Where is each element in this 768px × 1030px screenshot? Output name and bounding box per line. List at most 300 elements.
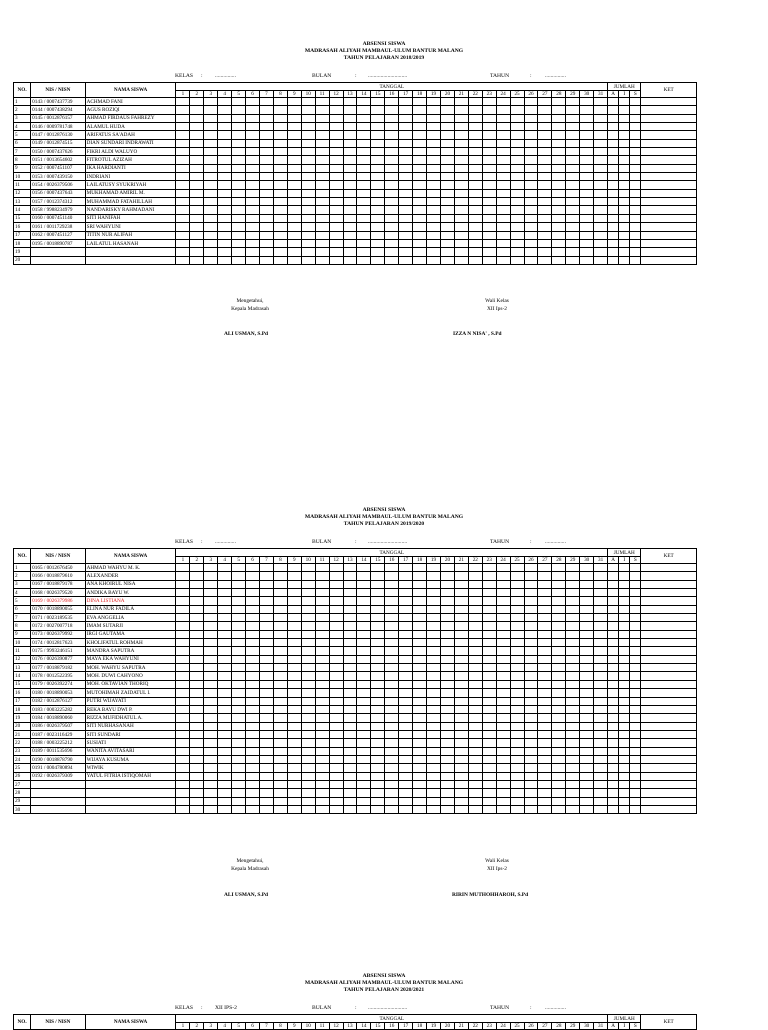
total-cell bbox=[630, 148, 641, 156]
attendance-cell bbox=[440, 664, 454, 672]
attendance-cell bbox=[427, 173, 441, 181]
attendance-cell bbox=[580, 597, 594, 605]
attendance-cell bbox=[566, 214, 580, 222]
attendance-cell bbox=[190, 605, 204, 613]
attendance-cell bbox=[482, 689, 496, 697]
attendance-cell bbox=[538, 223, 552, 231]
attendance-cell bbox=[218, 248, 232, 256]
attendance-cell bbox=[218, 705, 232, 713]
attendance-cell bbox=[329, 248, 343, 256]
attendance-cell bbox=[357, 739, 371, 747]
attendance-cell bbox=[315, 730, 329, 738]
student-name: WIJAYA KUSUMA bbox=[85, 755, 176, 763]
attendance-cell bbox=[204, 664, 218, 672]
attendance-cell bbox=[385, 123, 399, 131]
attendance-cell bbox=[246, 755, 260, 763]
attendance-cell bbox=[385, 780, 399, 788]
attendance-cell bbox=[440, 214, 454, 222]
attendance-cell bbox=[273, 639, 287, 647]
attendance-cell bbox=[427, 223, 441, 231]
day-number: 6 bbox=[246, 1023, 260, 1030]
attendance-cell bbox=[566, 622, 580, 630]
attendance-cell bbox=[357, 714, 371, 722]
total-cell bbox=[630, 797, 641, 805]
attendance-cell bbox=[440, 139, 454, 147]
attendance-cell bbox=[232, 589, 246, 597]
row-number: 17 bbox=[14, 697, 31, 705]
attendance-cell bbox=[232, 173, 246, 181]
attendance-cell bbox=[218, 164, 232, 172]
attendance-cell bbox=[260, 780, 274, 788]
day-number: 5 bbox=[232, 91, 246, 98]
attendance-cell bbox=[329, 239, 343, 247]
attendance-cell bbox=[315, 597, 329, 605]
attendance-cell bbox=[301, 772, 315, 780]
student-row bbox=[14, 680, 697, 688]
attendance-cell bbox=[385, 148, 399, 156]
attendance-cell bbox=[538, 647, 552, 655]
attendance-cell bbox=[524, 131, 538, 139]
day-number: 22 bbox=[468, 1023, 482, 1030]
student-nis: 0188 / 0003225212 bbox=[31, 739, 85, 747]
attendance-cell bbox=[232, 630, 246, 638]
attendance-cell bbox=[510, 705, 524, 713]
student-nis: 0191 / 0004780894 bbox=[31, 764, 85, 772]
student-name: MOH. WAHYU SAPUTRA bbox=[85, 664, 176, 672]
attendance-cell bbox=[524, 589, 538, 597]
attendance-cell bbox=[538, 747, 552, 755]
student-nis: 0166 / 0018879610 bbox=[31, 572, 85, 580]
notes-cell bbox=[641, 98, 697, 106]
attendance-cell bbox=[552, 564, 566, 572]
attendance-cell bbox=[273, 764, 287, 772]
attendance-cell bbox=[204, 181, 218, 189]
attendance-cell bbox=[580, 139, 594, 147]
day-number: 29 bbox=[566, 91, 580, 98]
attendance-cell bbox=[315, 164, 329, 172]
attendance-cell bbox=[329, 797, 343, 805]
doc-title: ABSENSI SISWA bbox=[362, 507, 406, 513]
student-name: NANDARISKY RAHMADANI bbox=[85, 206, 176, 214]
attendance-cell bbox=[594, 672, 608, 680]
col-name-header: NAMA SISWA bbox=[85, 549, 176, 564]
attendance-cell bbox=[176, 114, 190, 122]
attendance-cell bbox=[260, 680, 274, 688]
attendance-cell bbox=[371, 755, 385, 763]
mengetahui-text: Mengetahui, bbox=[236, 298, 264, 304]
day-number: 31 bbox=[594, 91, 608, 98]
attendance-cell bbox=[427, 805, 441, 813]
attendance-cell bbox=[273, 173, 287, 181]
total-cell bbox=[608, 689, 619, 697]
student-nis: 0183 / 0003225282 bbox=[31, 705, 85, 713]
attendance-cell bbox=[329, 639, 343, 647]
attendance-cell bbox=[482, 164, 496, 172]
attendance-cell bbox=[371, 730, 385, 738]
attendance-cell bbox=[301, 697, 315, 705]
attendance-cell bbox=[176, 655, 190, 663]
attendance-cell bbox=[232, 181, 246, 189]
attendance-cell bbox=[329, 739, 343, 747]
attendance-cell bbox=[246, 223, 260, 231]
header-row bbox=[14, 549, 697, 557]
attendance-cell bbox=[260, 214, 274, 222]
attendance-cell bbox=[413, 181, 427, 189]
attendance-cell bbox=[287, 639, 301, 647]
day-number: 23 bbox=[482, 91, 496, 98]
attendance-cell bbox=[594, 164, 608, 172]
attendance-cell bbox=[246, 739, 260, 747]
total-cell bbox=[608, 597, 619, 605]
attendance-cell bbox=[440, 564, 454, 572]
row-number: 13 bbox=[14, 198, 31, 206]
attendance-cell bbox=[232, 106, 246, 114]
total-cell bbox=[630, 789, 641, 797]
total-cell bbox=[608, 614, 619, 622]
notes-cell bbox=[641, 181, 697, 189]
attendance-cell bbox=[566, 131, 580, 139]
attendance-cell bbox=[315, 805, 329, 813]
attendance-cell bbox=[218, 772, 232, 780]
student-nis: 0150 / 0007437626 bbox=[31, 148, 85, 156]
notes-cell bbox=[641, 123, 697, 131]
attendance-cell bbox=[524, 697, 538, 705]
attendance-cell bbox=[427, 106, 441, 114]
attendance-cell bbox=[496, 697, 510, 705]
attendance-cell bbox=[468, 739, 482, 747]
attendance-cell bbox=[413, 248, 427, 256]
attendance-cell bbox=[232, 672, 246, 680]
attendance-cell bbox=[580, 239, 594, 247]
attendance-cell bbox=[343, 622, 357, 630]
attendance-cell bbox=[287, 206, 301, 214]
student-name: MANDRA SAPUTRA bbox=[85, 647, 176, 655]
attendance-cell bbox=[538, 248, 552, 256]
total-cell bbox=[630, 181, 641, 189]
attendance-cell bbox=[287, 664, 301, 672]
total-cell bbox=[630, 705, 641, 713]
attendance-cell bbox=[260, 564, 274, 572]
student-row bbox=[14, 705, 697, 713]
attendance-cell bbox=[357, 156, 371, 164]
attendance-cell bbox=[454, 780, 468, 788]
day-number: 26 bbox=[524, 557, 538, 564]
attendance-cell bbox=[371, 672, 385, 680]
attendance-cell bbox=[413, 722, 427, 730]
attendance-cell bbox=[580, 114, 594, 122]
attendance-cell bbox=[454, 747, 468, 755]
attendance-cell bbox=[273, 181, 287, 189]
attendance-cell bbox=[496, 173, 510, 181]
attendance-cell bbox=[413, 789, 427, 797]
attendance-cell bbox=[287, 198, 301, 206]
attendance-cell bbox=[371, 248, 385, 256]
day-number: 19 bbox=[427, 1023, 441, 1030]
attendance-cell bbox=[468, 123, 482, 131]
notes-cell bbox=[641, 697, 697, 705]
attendance-cell bbox=[454, 156, 468, 164]
attendance-cell bbox=[454, 739, 468, 747]
attendance-cell bbox=[594, 589, 608, 597]
attendance-cell bbox=[260, 764, 274, 772]
attendance-cell bbox=[482, 580, 496, 588]
attendance-cell bbox=[385, 797, 399, 805]
attendance-cell bbox=[566, 164, 580, 172]
attendance-cell bbox=[454, 173, 468, 181]
attendance-cell bbox=[301, 597, 315, 605]
attendance-cell bbox=[315, 605, 329, 613]
attendance-cell bbox=[190, 597, 204, 605]
attendance-cell bbox=[371, 173, 385, 181]
notes-cell bbox=[641, 614, 697, 622]
notes-cell bbox=[641, 214, 697, 222]
student-nis: 0144 / 0007438294 bbox=[31, 106, 85, 114]
attendance-cell bbox=[566, 231, 580, 239]
attendance-cell bbox=[524, 156, 538, 164]
attendance-cell bbox=[566, 173, 580, 181]
attendance-cell bbox=[343, 747, 357, 755]
attendance-cell bbox=[427, 181, 441, 189]
attendance-cell bbox=[538, 722, 552, 730]
attendance-cell bbox=[524, 189, 538, 197]
attendance-cell bbox=[538, 639, 552, 647]
student-nis bbox=[31, 805, 85, 813]
attendance-cell bbox=[343, 680, 357, 688]
attendance-cell bbox=[552, 181, 566, 189]
attendance-cell bbox=[482, 214, 496, 222]
attendance-cell bbox=[594, 214, 608, 222]
attendance-cell bbox=[260, 231, 274, 239]
attendance-cell bbox=[440, 131, 454, 139]
day-number: 3 bbox=[204, 91, 218, 98]
total-cell bbox=[608, 747, 619, 755]
attendance-cell bbox=[371, 605, 385, 613]
student-nis bbox=[31, 789, 85, 797]
attendance-cell bbox=[260, 164, 274, 172]
attendance-cell bbox=[510, 622, 524, 630]
total-cell bbox=[608, 647, 619, 655]
attendance-cell bbox=[594, 714, 608, 722]
attendance-cell bbox=[315, 739, 329, 747]
row-number: 13 bbox=[14, 664, 31, 672]
total-cell bbox=[619, 139, 630, 147]
attendance-cell bbox=[566, 722, 580, 730]
attendance-cell bbox=[538, 739, 552, 747]
total-cell bbox=[608, 772, 619, 780]
attendance-cell bbox=[190, 722, 204, 730]
student-row bbox=[14, 164, 697, 172]
attendance-cell bbox=[260, 256, 274, 264]
total-cell bbox=[608, 181, 619, 189]
total-cell bbox=[608, 106, 619, 114]
attendance-cell bbox=[427, 730, 441, 738]
attendance-cell bbox=[580, 639, 594, 647]
attendance-cell bbox=[482, 630, 496, 638]
attendance-cell bbox=[538, 123, 552, 131]
attendance-cell bbox=[552, 739, 566, 747]
attendance-cell bbox=[510, 680, 524, 688]
attendance-cell bbox=[232, 597, 246, 605]
attendance-cell bbox=[357, 672, 371, 680]
attendance-cell bbox=[454, 697, 468, 705]
attendance-cell bbox=[218, 156, 232, 164]
attendance-cell bbox=[190, 664, 204, 672]
total-cell bbox=[608, 797, 619, 805]
attendance-cell bbox=[260, 672, 274, 680]
student-row bbox=[14, 123, 697, 131]
attendance-cell bbox=[218, 198, 232, 206]
attendance-cell bbox=[580, 780, 594, 788]
col-no-header: NO. bbox=[14, 1015, 31, 1030]
school-year: TAHUN PELAJARAN 2020/2021 bbox=[343, 987, 425, 993]
attendance-cell bbox=[232, 580, 246, 588]
attendance-cell bbox=[301, 164, 315, 172]
student-nis: 0186 / 0026379507 bbox=[31, 722, 85, 730]
attendance-cell bbox=[440, 630, 454, 638]
notes-cell bbox=[641, 131, 697, 139]
total-cell bbox=[630, 256, 641, 264]
attendance-cell bbox=[190, 572, 204, 580]
attendance-cell bbox=[357, 755, 371, 763]
attendance-cell bbox=[287, 805, 301, 813]
col-name-header: NAMA SISWA bbox=[85, 83, 176, 98]
attendance-cell bbox=[482, 206, 496, 214]
attendance-cell bbox=[496, 772, 510, 780]
attendance-cell bbox=[496, 680, 510, 688]
attendance-cell bbox=[357, 123, 371, 131]
sig-wali-title bbox=[447, 858, 547, 873]
school-name: MADRASAH ALIYAH MAMBAUL-ULUM BANTUR MALANG bbox=[304, 514, 464, 520]
total-cell bbox=[630, 780, 641, 788]
student-name: PUTRI WIJAYATI bbox=[85, 697, 176, 705]
attendance-cell bbox=[273, 248, 287, 256]
attendance-cell bbox=[538, 605, 552, 613]
attendance-cell bbox=[399, 780, 413, 788]
attendance-cell bbox=[385, 572, 399, 580]
day-number: 31 bbox=[594, 1023, 608, 1030]
notes-cell bbox=[641, 639, 697, 647]
attendance-cell bbox=[399, 206, 413, 214]
student-nis: 0153 / 0007439150 bbox=[31, 173, 85, 181]
student-name bbox=[85, 797, 176, 805]
kelas-colon: : bbox=[201, 1005, 203, 1011]
attendance-cell bbox=[260, 239, 274, 247]
attendance-cell bbox=[301, 231, 315, 239]
notes-cell bbox=[641, 797, 697, 805]
attendance-cell bbox=[399, 639, 413, 647]
school-year: TAHUN PELAJARAN 2019/2020 bbox=[343, 521, 425, 527]
attendance-cell bbox=[552, 764, 566, 772]
attendance-cell bbox=[385, 747, 399, 755]
attendance-cell bbox=[440, 797, 454, 805]
attendance-cell bbox=[566, 572, 580, 580]
attendance-cell bbox=[538, 131, 552, 139]
attendance-cell bbox=[260, 114, 274, 122]
student-name bbox=[85, 780, 176, 788]
attendance-cell bbox=[260, 605, 274, 613]
attendance-cell bbox=[232, 223, 246, 231]
attendance-cell bbox=[329, 689, 343, 697]
attendance-cell bbox=[399, 256, 413, 264]
student-name: MUTOHIMAH ZAIDATUL I. bbox=[85, 689, 176, 697]
attendance-cell bbox=[566, 647, 580, 655]
attendance-cell bbox=[552, 239, 566, 247]
attendance-cell bbox=[301, 239, 315, 247]
attendance-cell bbox=[204, 605, 218, 613]
row-number: 7 bbox=[14, 614, 31, 622]
attendance-cell bbox=[482, 148, 496, 156]
attendance-cell bbox=[273, 256, 287, 264]
attendance-cell bbox=[371, 589, 385, 597]
attendance-cell bbox=[357, 572, 371, 580]
attendance-cell bbox=[246, 697, 260, 705]
attendance-cell bbox=[371, 580, 385, 588]
attendance-cell bbox=[399, 622, 413, 630]
attendance-cell bbox=[538, 231, 552, 239]
attendance-cell bbox=[315, 755, 329, 763]
attendance-cell bbox=[580, 156, 594, 164]
attendance-cell bbox=[427, 655, 441, 663]
day-number: 21 bbox=[454, 557, 468, 564]
attendance-cell bbox=[580, 630, 594, 638]
notes-cell bbox=[641, 106, 697, 114]
attendance-cell bbox=[273, 106, 287, 114]
total-cell bbox=[630, 639, 641, 647]
attendance-cell bbox=[399, 98, 413, 106]
total-cell bbox=[608, 655, 619, 663]
attendance-cell bbox=[176, 580, 190, 588]
attendance-cell bbox=[566, 148, 580, 156]
attendance-cell bbox=[580, 689, 594, 697]
day-number: 9 bbox=[287, 91, 301, 98]
attendance-cell bbox=[343, 589, 357, 597]
total-cell bbox=[630, 739, 641, 747]
attendance-cell bbox=[246, 198, 260, 206]
attendance-cell bbox=[566, 714, 580, 722]
attendance-cell bbox=[566, 580, 580, 588]
attendance-cell bbox=[566, 181, 580, 189]
attendance-cell bbox=[552, 231, 566, 239]
attendance-cell bbox=[371, 156, 385, 164]
attendance-cell bbox=[510, 173, 524, 181]
student-name: IMAM SUTARJI bbox=[85, 622, 176, 630]
attendance-cell bbox=[176, 764, 190, 772]
notes-cell bbox=[641, 564, 697, 572]
attendance-cell bbox=[454, 639, 468, 647]
attendance-cell bbox=[232, 697, 246, 705]
student-row bbox=[14, 580, 697, 588]
attendance-cell bbox=[454, 797, 468, 805]
student-name: SUSIATI bbox=[85, 739, 176, 747]
day-number: 4 bbox=[218, 1023, 232, 1030]
attendance-cell bbox=[176, 214, 190, 222]
attendance-cell bbox=[357, 597, 371, 605]
attendance-cell bbox=[413, 139, 427, 147]
notes-cell bbox=[641, 689, 697, 697]
attendance-cell bbox=[566, 689, 580, 697]
attendance-cell bbox=[510, 730, 524, 738]
attendance-cell bbox=[329, 714, 343, 722]
attendance-cell bbox=[538, 714, 552, 722]
attendance-cell bbox=[594, 647, 608, 655]
attendance-cell bbox=[301, 739, 315, 747]
attendance-cell bbox=[566, 655, 580, 663]
attendance-cell bbox=[510, 139, 524, 147]
day-number: 30 bbox=[580, 1023, 594, 1030]
attendance-cell bbox=[260, 106, 274, 114]
col-nis-header: NIS / NISN bbox=[31, 1015, 85, 1030]
attendance-cell bbox=[315, 156, 329, 164]
